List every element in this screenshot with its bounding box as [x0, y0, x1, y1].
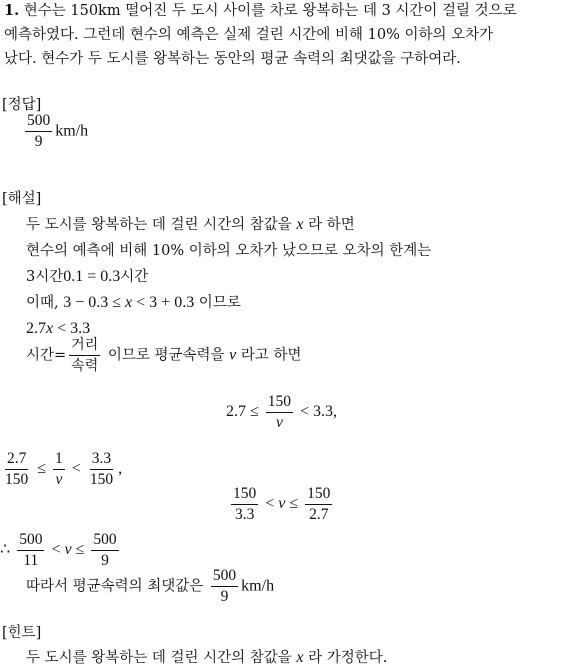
fraction-numerator: 500	[211, 567, 238, 587]
answer-numerator: 500	[25, 112, 52, 132]
answer-unit: km/h	[55, 122, 89, 140]
solution-text: 시간=	[26, 347, 67, 364]
solution-text: 라고 하면	[236, 347, 302, 364]
fraction-numerator: 150	[266, 393, 293, 413]
hint-line	[26, 649, 387, 667]
problem-number: 1.	[4, 2, 20, 19]
variable-x: x	[296, 649, 304, 666]
equation-2-fraction-1	[3, 450, 30, 489]
solution-heading: [해설]	[2, 191, 42, 207]
solution-line-1	[26, 216, 355, 234]
math-operator: <	[47, 541, 65, 559]
equation-1-fraction	[266, 393, 293, 432]
math-operator: <	[67, 460, 85, 478]
conclusion-fraction	[211, 567, 238, 606]
solution-conclusion	[26, 567, 274, 606]
answer-denominator: 9	[34, 133, 43, 150]
solution-line-3	[26, 268, 148, 286]
math-expression: 3 − 0.3 ≤	[63, 294, 126, 311]
fraction-numerator: 2.7	[5, 450, 28, 470]
hint-text: 라 가정한다.	[303, 650, 388, 666]
math-expression: 0.1 = 0.3	[63, 268, 121, 285]
variable-v: v	[229, 346, 237, 364]
fraction-denominator: v	[275, 414, 283, 431]
math-operator: ,	[118, 460, 123, 478]
therefore-symbol: ∴	[0, 541, 15, 559]
equation-4-fraction-1	[17, 531, 44, 570]
fraction-numerator: 거리	[69, 336, 100, 356]
math-operator: ≤	[285, 495, 303, 513]
math-operator: ≤	[71, 541, 89, 559]
equation-4	[0, 531, 122, 570]
solution-text: 이므로	[194, 295, 241, 311]
conclusion-unit: km/h	[241, 577, 275, 595]
equation-1	[226, 393, 337, 432]
equation-2-fraction-3	[88, 450, 115, 489]
variable-x: x	[125, 294, 133, 311]
equation-3	[228, 485, 335, 524]
solution-line-2: 현수의 예측에 비해 10% 이하의 오차가 났으므로 오차의 한계는	[26, 243, 432, 259]
fraction-denominator: 150	[89, 471, 114, 488]
fraction-numerator: 1	[53, 450, 65, 470]
math-operator: ≤	[33, 460, 51, 478]
hint-text: 두 도시를 왕복하는 데 걸린 시간의 참값을	[26, 650, 297, 666]
fraction-numerator: 3.3	[90, 450, 113, 470]
problem-line-1	[4, 2, 517, 20]
fraction-numerator: 150	[231, 485, 258, 505]
math-expression: 2.7 ≤	[226, 403, 263, 421]
fraction-denominator: 9	[220, 588, 229, 605]
math-expression: < 3.3,	[296, 403, 338, 421]
solution-line-4	[26, 294, 241, 312]
problem-text-1: 현수는 150km 떨어진 두 도시 사이를 차로 왕복하는 데 3 시간이 걸릴 것으로	[23, 3, 517, 19]
math-expression: < 3.3	[53, 320, 91, 337]
equation-3-fraction-2	[305, 485, 332, 524]
solution-text: 시간	[120, 269, 149, 285]
solution-text: 이때,	[26, 295, 64, 311]
variable-x: x	[296, 216, 304, 233]
fraction-denominator: 3.3	[234, 506, 255, 523]
math-expression: < 3 + 0.3	[132, 294, 195, 311]
problem-line-3: 났다. 현수가 두 도시를 왕복하는 동안의 평균 속력의 최댓값을 구하여라.	[4, 51, 461, 67]
fraction-denominator: v	[55, 471, 63, 488]
solution-text: 라 하면	[303, 217, 355, 233]
solution-text: 3시간	[26, 269, 64, 285]
time-formula-fraction	[69, 336, 100, 375]
answer-heading: [정답]	[2, 97, 42, 113]
solution-line-6	[26, 336, 301, 375]
answer-value	[22, 112, 88, 151]
math-expression: 2.7	[26, 320, 46, 337]
fraction-denominator: 150	[5, 471, 29, 488]
problem-line-2: 예측하였다. 그런데 현수의 예측은 실제 걸린 시간에 비해 10% 이하의 오차가	[4, 27, 494, 43]
fraction-denominator: 9	[101, 552, 109, 569]
fraction-numerator: 500	[91, 531, 118, 551]
solution-text: 따라서 평균속력의 최댓값은	[26, 578, 208, 595]
equation-4-fraction-2	[91, 531, 118, 570]
solution-text: 이므로 평균속력을	[103, 347, 230, 364]
math-operator: <	[261, 495, 279, 513]
fraction-numerator: 500	[17, 531, 44, 551]
solution-text: 두 도시를 왕복하는 데 걸린 시간의 참값을	[26, 217, 297, 233]
variable-v: v	[278, 495, 286, 513]
hint-heading: [힌트]	[2, 625, 42, 641]
variable-v: v	[64, 541, 72, 559]
equation-2	[0, 450, 122, 489]
fraction-denominator: 11	[23, 552, 39, 569]
equation-2-fraction-2	[53, 450, 65, 489]
fraction-denominator: 2.7	[309, 506, 329, 523]
equation-3-fraction-1	[231, 485, 258, 524]
variable-x: x	[46, 320, 54, 337]
fraction-denominator: 속력	[71, 358, 99, 374]
answer-fraction	[25, 112, 52, 151]
fraction-numerator: 150	[305, 485, 332, 505]
